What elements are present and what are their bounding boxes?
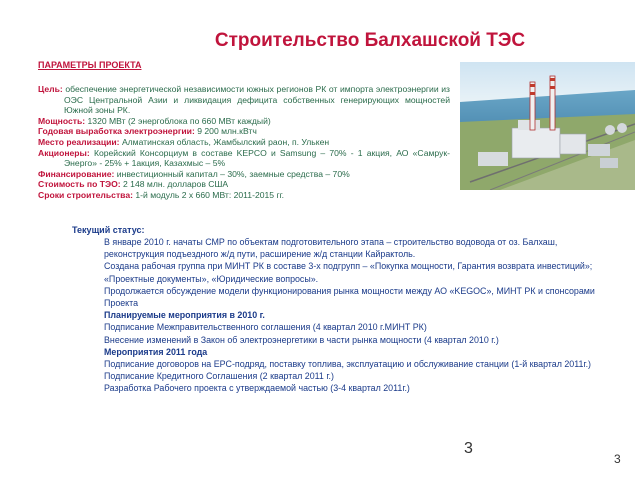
param-value: инвестиционный капитал – 30%, заемные средства – 70% <box>116 168 350 179</box>
slide-number: 3 <box>614 452 621 466</box>
status-heading: Текущий статус: <box>72 225 145 235</box>
param-label: Акционеры: <box>38 147 90 158</box>
page-title: Строительство Балхашской ТЭС <box>214 30 526 51</box>
status-line: Внесение изменений в Закон об электроэнергетики в части рынка мощности (4 квартал 2010 г.) <box>104 334 499 345</box>
param-annual-output <box>38 126 450 137</box>
param-financing <box>38 169 450 180</box>
param-capacity <box>38 116 450 127</box>
params-list <box>38 84 450 201</box>
param-value: Алматинская область, Жамбылский раон, п. Улькен <box>121 136 330 147</box>
param-value: 1320 МВт (2 энергоблока по 660 МВт каждый) <box>87 115 271 126</box>
status-line: Подписание Межправительственного соглашения (4 квартал 2010 г.МИНТ РК) <box>104 322 427 333</box>
status-line: Подписание договоров на EPC-подряд, поставку топлива, эксплуатацию и обслуживание станции (1-й квартал 2011г.) <box>104 359 592 370</box>
param-location <box>38 137 450 148</box>
params-heading: ПАРАМЕТРЫ ПРОЕКТА <box>38 60 142 70</box>
status-line: Подписание Кредитного Соглашения (2 квартал 2011 г.) <box>104 371 334 382</box>
param-value: 9 200 млн.кВтч <box>197 126 257 137</box>
status-line: В январе 2010 г. начаты СМР по объектам подготовительного этапа – строительство водовода от оз. Балхаш, реконструкция подъездного ж/д пути, расширение ж/д станции Кайрактоль. <box>104 237 558 260</box>
page-number: 3 <box>464 440 473 457</box>
status-list <box>104 236 614 395</box>
status-line: Создана рабочая группа при МИНТ РК в составе 3-х подгрупп – «Покупка мощности, Гарантия возврата инвестиций»; «Проектные документы», «Юридические вопросы». <box>104 261 593 284</box>
param-label: Мощность: <box>38 115 86 126</box>
status-line: Продолжается обсуждение модели функционирования рынка мощности между АО «KEGOC», МИНТ РК и спонсорами Проекта <box>104 285 595 309</box>
param-value: 2 148 млн. долларов США <box>123 179 229 190</box>
param-label: Финансирование: <box>38 168 115 179</box>
status-line: Разработка Рабочего проекта с утверждаемой частью (3-4 квартал 2011г.) <box>104 383 410 394</box>
param-shareholders <box>38 148 450 169</box>
status-subheading: Планируемые мероприятия в 2010 г. <box>104 310 265 321</box>
param-label: Место реализации: <box>38 136 120 147</box>
power-plant-illustration <box>460 62 635 190</box>
param-cost <box>38 179 450 190</box>
param-label: Цель: <box>38 84 63 94</box>
param-goal <box>38 84 450 116</box>
param-value: Корейский Консорциум в составе KEPCO и Samsung – 70% - 1 акция, АО «Самрук-Энерго» - 25% + 1акция, Казахмыс – 5% <box>64 147 450 169</box>
param-value: 1-й модуль 2 х 660 МВт: 2011-2015 гг. <box>135 189 285 200</box>
power-plant-image <box>460 62 635 190</box>
param-schedule <box>38 190 450 201</box>
status-subheading: Мероприятия 2011 года <box>104 346 208 357</box>
param-label: Годовая выработка электроэнергии: <box>38 126 195 137</box>
param-label: Сроки строительства: <box>38 189 133 200</box>
param-label: Стоимость по ТЭО: <box>38 179 121 190</box>
param-value: обеспечение энергетической независимости южных регионов РК от импорта электроэнергии из ОЭС Центральной Азии и ликвидация дефицита собственных генерирующих мощностей Южной зоны РК. <box>64 84 450 116</box>
